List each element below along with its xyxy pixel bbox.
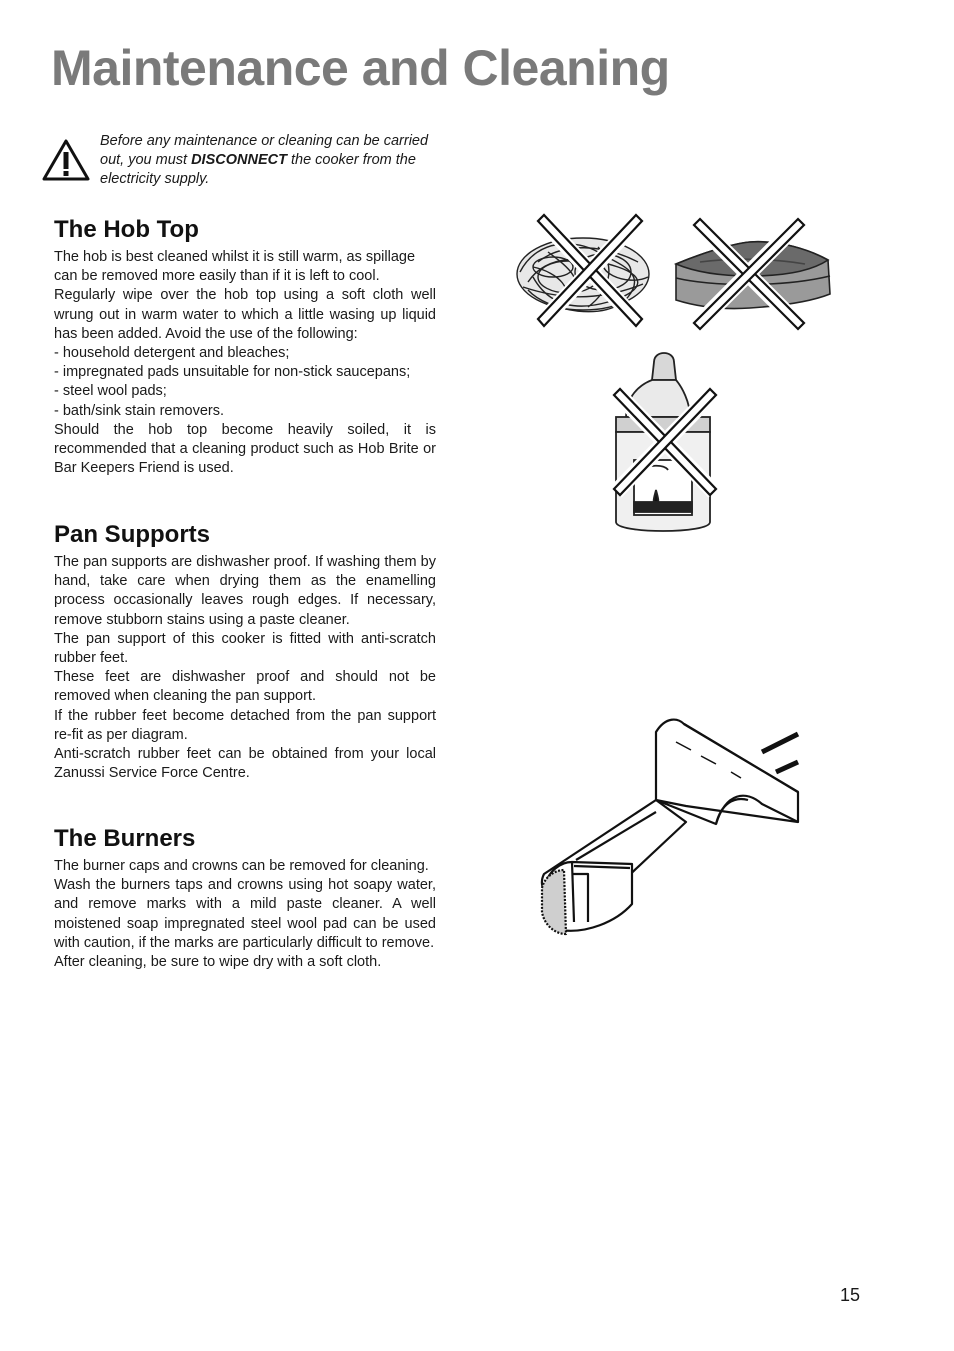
paragraph: Anti-scratch rubber feet can be obtained from your local Zanussi Service Force Centre.	[54, 746, 436, 782]
paragraph: Should the hob top become heavily soiled, it is recommended that a cleaning product such as Hob Brite or Bar Keepers Friend is used.	[54, 421, 436, 477]
section-heading: Pan Supports	[54, 521, 211, 548]
paragraph: The burner caps and crowns can be removed for cleaning.	[54, 858, 429, 874]
section-pan-supports	[54, 521, 436, 783]
crossed-out-scouring-pad-icon	[670, 214, 835, 334]
list-item: - household detergent and bleaches;	[54, 345, 290, 362]
page-number: 15	[840, 1285, 861, 1305]
paragraph: These feet are dishwasher proof and should not be removed when cleaning the pan support.	[54, 669, 436, 705]
paragraph: The hob is best cleaned whilst it is still warm, as spillage can be removed more easily than if it is left to cool.	[54, 249, 416, 285]
list-item: - impregnated pads unsuitable for non-stick saucepans;	[54, 364, 411, 381]
list-item: - steel wool pads;	[54, 383, 167, 400]
crossed-out-bleach-bottle-icon	[604, 342, 724, 542]
paragraph: Wash the burners taps and crowns using hot soapy water, and remove marks with a mild paste cleaner. A well moistened soap impregnated steel wool pad can be used with caution, if the marks are particularly difficult to remove.	[54, 877, 436, 951]
paragraph: Regularly wipe over the hob top using a soft cloth well wrung out in warm water to which a little wasing up liquid has been added. Avoid the use of the following:	[54, 287, 436, 342]
section-heading: The Hob Top	[54, 216, 199, 243]
warning-text-after: the cooker from the electricity supply.	[100, 152, 416, 188]
warning-text-before: Before any maintenance or cleaning can be carried out, you must	[100, 133, 429, 169]
section-hob-top	[54, 216, 436, 478]
section-heading: The Burners	[54, 825, 196, 852]
crossed-out-steel-wool-icon	[508, 212, 668, 332]
warning-text-bold: DISCONNECT	[191, 152, 287, 169]
warning-triangle-icon	[42, 138, 90, 182]
paragraph: The pan support of this cooker is fitted with anti-scratch rubber feet.	[54, 630, 436, 667]
section-burners	[54, 825, 436, 972]
paragraph: The pan supports are dishwasher proof. If washing them by hand, take care when drying them as the enamelling process occasionally leaves rough edges. If necessary, remove stubborn stains using a paste cleaner.	[54, 554, 436, 628]
paragraph: After cleaning, be sure to wipe dry with a soft cloth.	[54, 954, 382, 971]
pan-support-rubber-foot-diagram	[536, 712, 806, 952]
list-item: - bath/sink stain removers.	[54, 402, 225, 419]
warning-text	[100, 132, 438, 190]
paragraph: If the rubber feet become detached from the pan support re-fit as per diagram.	[54, 707, 436, 743]
page-title: Maintenance and Cleaning	[51, 40, 670, 96]
